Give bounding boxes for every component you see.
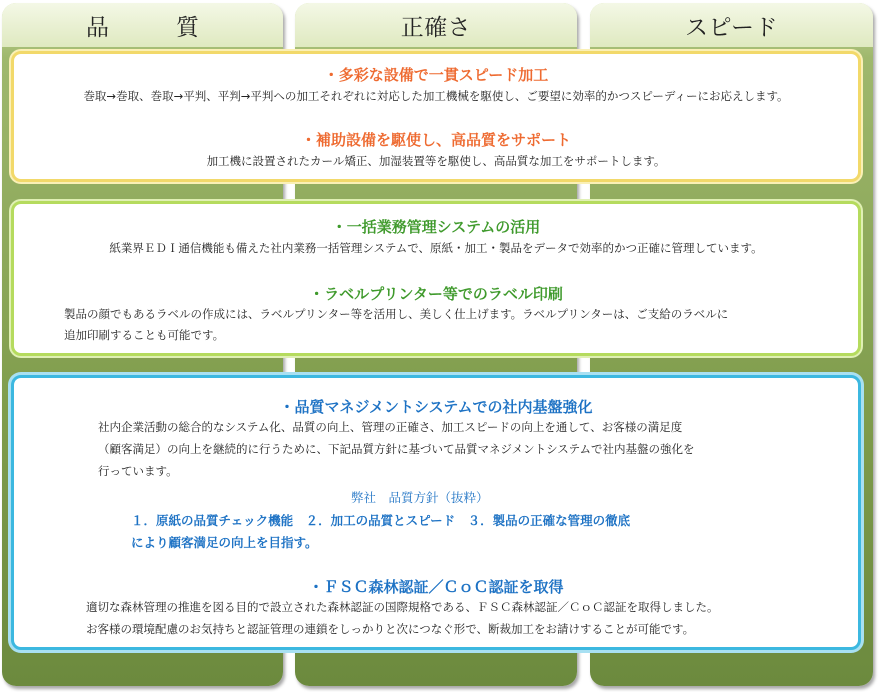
quality-text-qms-line3: 行っています。: [98, 464, 178, 478]
quality-text-qms-line2: （顧客満足）の向上を継続的に行うために、下記品質方針に基づいて品質マネジメントシステムで社内基盤の強化を: [98, 442, 695, 456]
accuracy-panel: [11, 201, 861, 356]
accuracy-text-label-line2: 追加印刷することも可能です。: [64, 328, 225, 342]
quality-panel: [11, 375, 861, 650]
quality-text-fsc-line1: 適切な森林管理の推進を図る目的で設立された森林認証の国際規格である、ＦＳＣ森林認証／ＣｏＣ認証を取得しました。: [86, 600, 719, 614]
speed-heading-equipment: ・多彩な設備で一貫スピード加工: [323, 66, 549, 84]
speed-text-equipment: 巻取→巻取、巻取→平判、平判→平判への加工それぞれに対応した加工機械を駆使し、ご要望に効率的かつスピーディーにお応えします。: [83, 89, 789, 103]
column-title-quality: 品 質: [2, 3, 283, 47]
column-title-accuracy: 正確さ: [295, 3, 577, 47]
quality-policy-line1: １．原紙の品質チェック機能 ２．加工の品質とスピード ３．製品の正確な管理の徹底: [131, 513, 631, 528]
column-title-speed: スピード: [590, 3, 873, 47]
speed-panel: [11, 51, 861, 182]
speed-text-support: 加工機に設置されたカール矯正、加湿装置等を駆使し、高品質な加工をサポートします。: [206, 154, 666, 168]
quality-policy-title: 弊社 品質方針（抜粋）: [351, 490, 489, 505]
accuracy-heading-system: ・一括業務管理システムの活用: [331, 218, 541, 236]
accuracy-text-label-line1: 製品の顔でもあるラベルの作成には、ラベルプリンター等を活用し、美しく仕上げます。ラベルプリンターは、ご支給のラベルに: [64, 307, 729, 321]
quality-heading-fsc: ・ＦＳＣ森林認証／ＣｏＣ認証を取得: [308, 578, 564, 596]
accuracy-text-system: 紙業界ＥＤＩ通信機能も備えた社内業務一括管理システムで、原紙・加工・製品をデータで効率的かつ正確に管理しています。: [109, 241, 763, 255]
quality-text-qms-line1: 社内企業活動の総合的なシステム化、品質の向上、管理の正確さ、加工スピードの向上を通して、お客様の満足度: [98, 420, 683, 434]
quality-policy-line2: により顧客満足の向上を目指す。: [131, 535, 318, 550]
accuracy-heading-label: ・ラベルプリンター等でのラベル印刷: [309, 285, 563, 303]
speed-heading-support: ・補助設備を駆使し、高品質をサポート: [300, 131, 571, 149]
quality-heading-qms: ・品質マネジメントシステムでの社内基盤強化: [279, 398, 593, 416]
quality-text-fsc-line2: お客様の環境配慮のお気持ちと認証管理の連鎖をしっかりと次につなぐ形で、断裁加工をお請けすることが可能です。: [86, 622, 695, 636]
